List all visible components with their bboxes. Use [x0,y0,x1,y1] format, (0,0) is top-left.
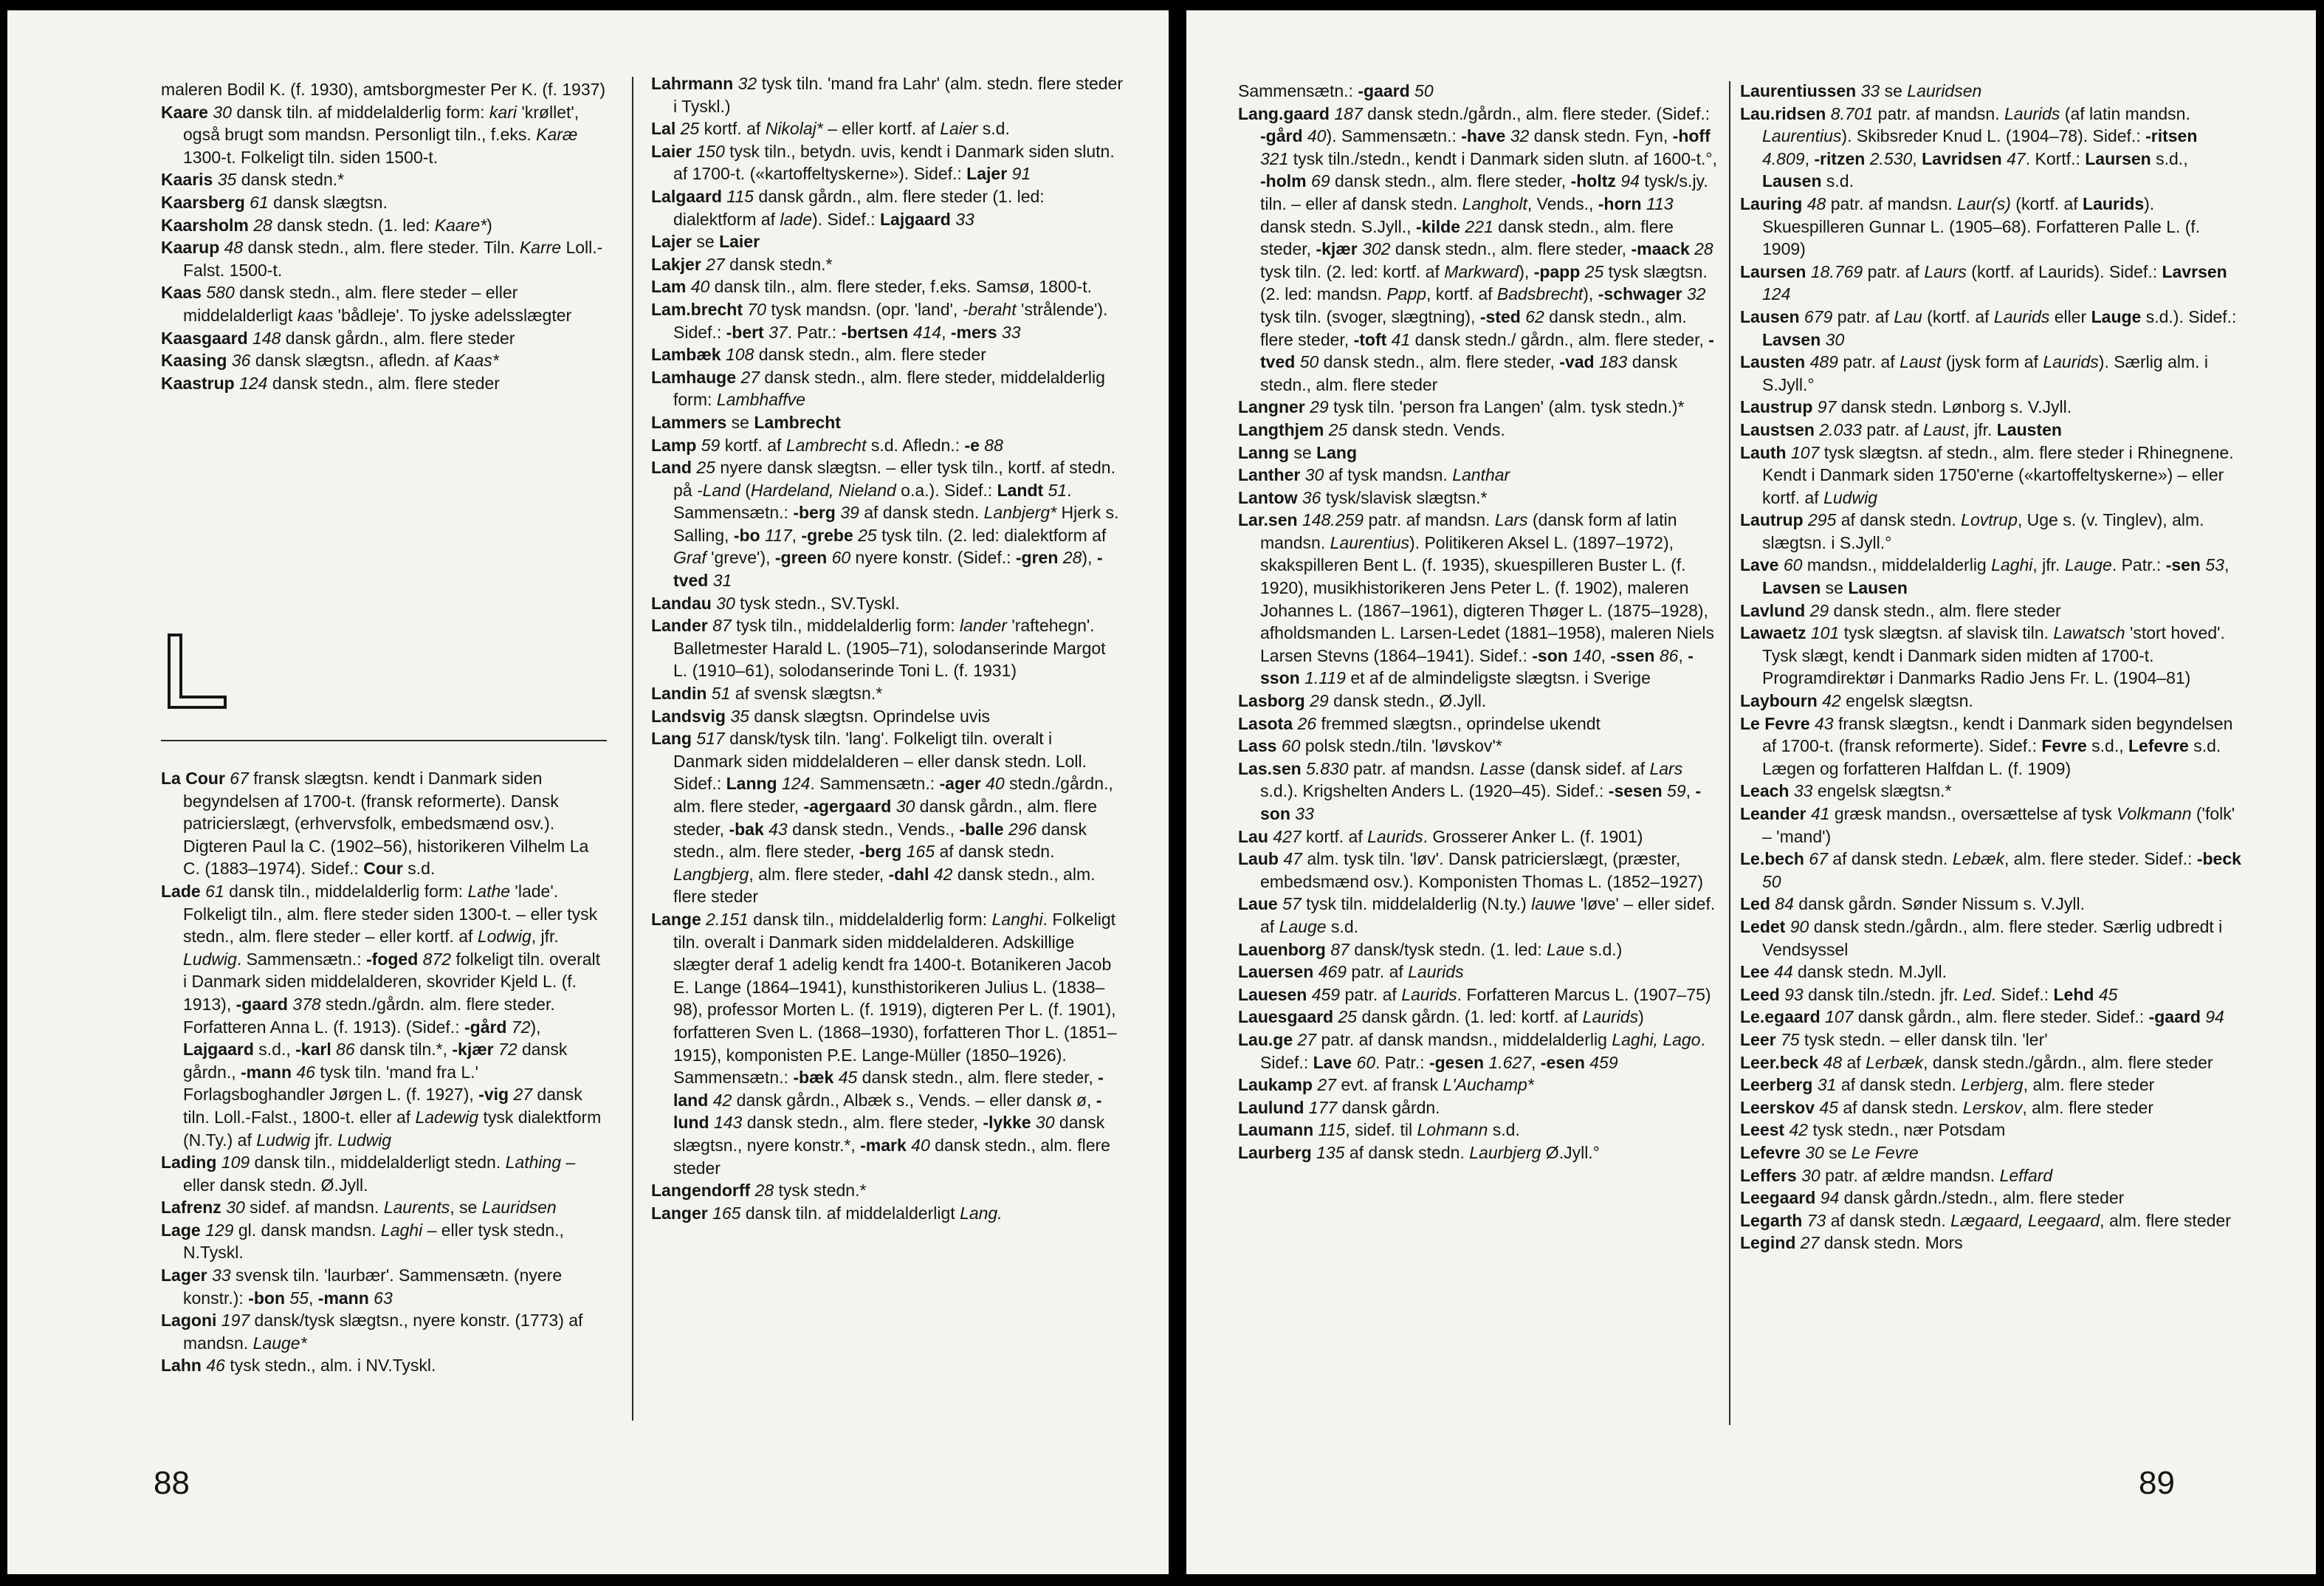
dictionary-entry: Laursen 18.769 patr. af Laurs (kortf. af Laurids). Sidef.: Lavrsen 124 [1740,261,2227,304]
right-column-2 [1740,80,2248,1254]
dictionary-entry: Lausten 489 patr. af Laust (jysk form af Laurids). Særlig alm. i S.Jyll.° [1740,352,2209,394]
dictionary-entry: Lagoni 197 dansk/tysk slægtsn., nyere konstr. (1773) af mandsn. Lauge* [161,1311,583,1353]
dictionary-entry: Lading 109 dansk tiln., middelalderligt stedn. Lathing – eller dansk stedn. Ø.Jyll. [161,1153,576,1195]
dictionary-entry: Lage 129 gl. dansk mandsn. Laghi – eller tysk stedn., N.Tyskl. [161,1220,564,1263]
dictionary-entry: Lamp 59 kortf. af Lambrecht s.d. Afledn.: -e 88 [651,435,1003,455]
dictionary-entry: Lange 2.151 dansk tiln., middelalderlig form: Langhi. Folkeligt tiln. overalt i Danmark siden middelalderen. Adskillige slægter deraf 1 adelig kendt fra 1400-t. Botanikeren Jacob E. Lange (1864–1941), kunsthistorikeren Julius L. (1838–98), professor Morten L. (f. 1919), digteren Per L. (f. 1901), forfatteren Sven L. (1868–1930), forfatteren Thor L. (1851–1915), komponisten P.E. Lange-Müller (1850–1926). Sammensætn.: -bæk 45 dansk stedn., alm. flere steder, -land 42 dansk gårdn., Albæk s., Vends. – eller dansk ø, -lund 143 dansk stedn., alm. flere steder, -lykke 30 dansk slægtsn., nyere konstr.*, -mark 40 dansk stedn., alm. flere steder [651,909,1117,1178]
dictionary-entry: Kaasgaard 148 dansk gårdn., alm. flere steder [161,328,515,348]
dictionary-entry: Laub 47 alm. tysk tiln. 'løv'. Dansk patricierslægt, (præster, embedsmænd osv.). Komponisten Thomas L. (1852–1927) [1238,849,1704,891]
dictionary-entry: Lalgaard 115 dansk gårdn., alm. flere steder (1. led: dialektform af lade). Sidef.: Lajgaard 33 [651,186,1045,229]
dictionary-entry: Lar.sen 148.259 patr. af mandsn. Lars (dansk form af latin mandsn. Laurentius). Politikeren Aksel L. (1897–1972), skakspilleren Bent L. (f. 1935), skuespilleren Buster L. (f. 1920), musikhistorikeren Jens Peter L. (f. 1902), maleren Johannes L. (1867–1961), digteren Thøger L. (1875–1928), afholdsmanden L. Larsen-Ledet (1881–1958), maleren Niels Larsen Stevns (1864–1941). Sidef.: -son 140, -ssen 86, -sson 1.119 et af de almindeligste slægtsn. i Sverige [1238,510,1715,688]
dictionary-entry: Kaarsholm 28 dansk stedn. (1. led: Kaare*) [161,215,492,235]
dictionary-entry: Land 25 nyere dansk slægtsn. – eller tysk tiln., kortf. af stedn. på -Land (Hardeland, Nieland o.a.). Sidef.: Landt 51. Sammensætn.: -berg 39 af dansk stedn. Lanbjerg* Hjerk s. Salling, -bo 117, -grebe 25 tysk tiln. (2. led: dialektform af Graf 'greve'), -green 60 nyere konstr. (Sidef.: -gren 28), -tved 31 [651,458,1119,591]
dictionary-entry: Laier 150 tysk tiln., betydn. uvis, kendt i Danmark siden slutn. af 1700-t. («kartoffeltyskerne»). Sidef.: Lajer 91 [651,141,1115,184]
dictionary-entry: Kaas 580 dansk stedn., alm. flere steder – eller middelalderligt kaas 'bådleje'. To jyske adelsslægter [161,283,572,325]
dictionary-entry: Lawaetz 101 tysk slægtsn. af slavisk tiln. Lawatsch 'stort hoved'. Tysk slægt, kendt i Danmark siden midten af 1700-t. Programdirektør i Danmarks Radio Jens Fr. L. (1904–81) [1740,623,2225,688]
dictionary-entry: Lahrmann 32 tysk tiln. 'mand fra Lahr' (alm. stedn. flere steder i Tyskl.) [651,74,1123,116]
dictionary-entry: Lauth 107 tysk slægtsn. af stedn., alm. flere steder i Rhinegnene. Kendt i Danmark siden 1750'erne («kartoffeltyskerne») – eller kortf. af Ludwig [1740,442,2234,507]
dictionary-entry: Lakjer 27 dansk stedn.* [651,254,833,274]
dictionary-entry: La Cour 67 fransk slægtsn. kendt i Danmark siden begyndelsen af 1700-t. (fransk reformerte). Dansk patricierslægt, (erhvervsfolk, embedsmænd osv.). Digteren Paul la C. (1902–56), historikeren Vilhelm La C. (1883–1974). Sidef.: Cour s.d. [161,769,589,879]
dictionary-entry: Langendorff 28 tysk stedn.* [651,1181,867,1201]
dictionary-entry: Lass 60 polsk stedn./tiln. 'løvskov'* [1238,736,1502,756]
dictionary-entry: Landsvig 35 dansk slægtsn. Oprindelse uvis [651,706,990,726]
dictionary-entry: Langer 165 dansk tiln. af middelalderligt Lang. [651,1203,1003,1223]
dictionary-entry: Le.egaard 107 dansk gårdn., alm. flere steder. Sidef.: -gaard 94 [1740,1007,2224,1027]
dictionary-entry: Kaare 30 dansk tiln. af middelalderlig form: kari 'krøllet', også brugt som mandsn. Personligt tiln., f.eks. Karæ 1300-t. Folkeligt tiln. siden 1500-t. [161,102,580,167]
dictionary-entry: Lasota 26 fremmed slægtsn., oprindelse ukendt [1238,713,1601,733]
dictionary-entry: Lauersen 469 patr. af Laurids [1238,962,1464,982]
dictionary-entry: Lasborg 29 dansk stedn., Ø.Jyll. [1238,691,1487,711]
dictionary-entry: Kaasing 36 dansk slægtsn., afledn. af Kaas* [161,351,499,371]
dictionary-entry: Ledet 90 dansk stedn./gårdn., alm. flere steder. Særlig udbredt i Vendsyssel [1740,916,2223,959]
dictionary-entry: Lanther 30 af tysk mandsn. Lanthar [1238,465,1510,485]
dictionary-entry: Lager 33 svensk tiln. 'laurbær'. Sammensætn. (nyere konstr.): -bon 55, -mann 63 [161,1266,563,1308]
left-column-1-top [161,78,607,394]
dictionary-entry: Lauenborg 87 dansk/tysk stedn. (1. led: Laue s.d.) [1238,939,1623,959]
dictionary-entry: Leander 41 græsk mandsn., oversættelse af tysk Volkmann ('folk' – 'mand') [1740,804,2235,846]
dictionary-entry: Leer.beck 48 af Lerbæk, dansk stedn./gårdn., alm. flere steder [1740,1052,2213,1072]
dictionary-entry: Le Fevre 43 fransk slægtsn., kendt i Danmark siden begyndelsen af 1700-t. (fransk reformerte). Sidef.: Fevre s.d., Lefevre s.d. Lægen og forfatteren Halfdan L. (f. 1909) [1740,713,2233,778]
dictionary-entry: Laue 57 tysk tiln. middelalderlig (N.ty.) lauwe 'løve' – eller sidef. af Lauge s.d. [1238,894,1716,936]
dictionary-entry: Lavlund 29 dansk stedn., alm. flere steder [1740,600,2061,620]
dictionary-entry: Lamhauge 27 dansk stedn., alm. flere steder, middelalderlig form: Lambhaffve [651,367,1105,410]
dictionary-entry: Kaaris 35 dansk stedn.* [161,170,345,190]
dictionary-entry: Lahn 46 tysk stedn., alm. i NV.Tyskl. [161,1356,436,1376]
dictionary-entry: Lafrenz 30 sidef. af mandsn. Laurents, se Lauridsen [161,1198,557,1218]
dictionary-entry: Landau 30 tysk stedn., SV.Tyskl. [651,593,900,613]
dictionary-entry: Lade 61 dansk tiln., middelalderlig form: Lathe 'lade'. Folkeligt tiln., alm. flere steder siden 1300-t. – eller tysk stedn., alm. flere steder – eller kortf. af Lodwig, jfr. Ludwig. Sammensætn.: -foged 872 folkeligt tiln. overalt i Danmark siden middelalderen, skovrider Kjeld L. (f. 1913), -gaard 378 stedn./gårdn. alm. flere steder. Forfatteren Anna L. (f. 1913). (Sidef.: -gård 72), Lajgaard s.d., -karl 86 dansk tiln.*, -kjær 72 dansk gårdn., -mann 46 tysk tiln. 'mand fra L.' Forlagsboghandler Jørgen L. (f. 1927), -vig 27 dansk tiln. Loll.-Falst., 1800-t. eller af Ladewig tysk dialektform (N.Ty.) af Ludwig jfr. Ludwig [161,881,602,1150]
dictionary-entry: Lauesen 459 patr. af Laurids. Forfatteren Marcus L. (1907–75) [1238,984,1711,1004]
dictionary-entry: Lauesgaard 25 dansk gårdn. (1. led: kortf. af Laurids) [1238,1007,1644,1027]
dictionary-entry: Lanng se Lang [1238,442,1358,462]
dictionary-entry: maleren Bodil K. (f. 1930), amtsborgmester Per K. (f. 1937) [161,80,606,99]
dictionary-entry: Landin 51 af svensk slægtsn.* [651,684,883,704]
dictionary-entry: Leegaard 94 dansk gårdn./stedn., alm. flere steder [1740,1188,2125,1208]
dictionary-entry: Laustrup 97 dansk stedn. Lønborg s. V.Jyll. [1740,397,2072,417]
dictionary-entry: Kaarsberg 61 dansk slægtsn. [161,192,388,212]
dictionary-entry: Lam 40 dansk tiln., alm. flere steder, f.eks. Samsø, 1800-t. [651,277,1092,297]
dictionary-entry: Lave 60 mandsn., middelalderlig Laghi, jfr. Lauge. Patr.: -sen 53, Lavsen se Lausen [1740,555,2230,598]
right-page [1186,10,2316,1574]
dictionary-entry: Legarth 73 af dansk stedn. Lægaard, Leegaard, alm. flere steder [1740,1210,2231,1230]
dictionary-entry: Leerskov 45 af dansk stedn. Lerskov, alm. flere steder [1740,1097,2154,1117]
dictionary-entry: Laukamp 27 evt. af fransk L'Auchamp* [1238,1075,1534,1095]
dictionary-entry: Lau.ge 27 patr. af dansk mandsn., middelalderlig Laghi, Lago. Sidef.: Lave 60. Patr.: -gesen 1.627, -esen 459 [1238,1029,1705,1072]
dictionary-entry: Kaarup 48 dansk stedn., alm. flere steder. Tiln. Karre Loll.-Falst. 1500-t. [161,238,603,280]
dictionary-entry: Lammers se Lambrecht [651,412,841,432]
dictionary-entry: Langner 29 tysk tiln. 'person fra Langen' (alm. tysk stedn.)* [1238,397,1685,417]
dictionary-entry: Lauring 48 patr. af mandsn. Laur(s) (kortf. af Laurids). Skuespilleren Gunnar L. (1905–68). Forfatteren Palle L. (f. 1909) [1740,193,2201,259]
dictionary-entry: Led 84 dansk gårdn. Sønder Nissum s. V.Jyll. [1740,894,2086,914]
dictionary-entry: Lander 87 tysk tiln., middelalderlig form: lander 'raftehegn'. Balletmester Harald L. (1905–71), solodanserinde Margot L. (1910–61), solodanserinde Toni L. (f. 1931) [651,616,1106,681]
page-number: 89 [2139,1465,2175,1501]
dictionary-entry: Lajer se Laier [651,232,760,252]
dictionary-entry: Lefevre 30 se Le Fevre [1740,1142,1919,1162]
dictionary-entry: Leest 42 tysk stedn., nær Potsdam [1740,1120,2006,1140]
dictionary-entry: Leer 75 tysk stedn. – eller dansk tiln. 'ler' [1740,1029,2048,1049]
dictionary-entry: Leerberg 31 af dansk stedn. Lerbjerg, alm. flere steder [1740,1075,2155,1095]
left-column-2 [651,72,1124,1224]
dictionary-entry: Laurentiussen 33 se Lauridsen [1740,81,1982,100]
dictionary-entry: Le.bech 67 af dansk stedn. Lebæk, alm. flere steder. Sidef.: -beck 50 [1740,849,2241,891]
dictionary-entry: Lausen 679 patr. af Lau (kortf. af Laurids eller Lauge s.d.). Sidef.: Lavsen 30 [1740,306,2237,349]
dictionary-entry: Lambæk 108 dansk stedn., alm. flere steder [651,345,986,365]
dictionary-entry: Lau 427 kortf. af Laurids. Grosserer Anker L. (f. 1901) [1238,826,1643,846]
column-rule [632,77,633,1421]
dictionary-entry: Laumann 115, sidef. til Lohmann s.d. [1238,1120,1520,1140]
dictionary-entry: Las.sen 5.830 patr. af mandsn. Lasse (dansk sidef. af Lars s.d.). Krigshelten Anders L. (1920–45). Sidef.: -sesen 59, -son 33 [1238,758,1702,823]
left-page [7,10,1169,1574]
dictionary-entry: Lang.gaard 187 dansk stedn./gårdn., alm. flere steder. (Sidef.: -gård 40). Sammensætn.: -have 32 dansk stedn. Fyn, -hoff 321 tysk tiln./stedn., kendt i Danmark siden slutn. af 1600-t.°, -holm 69 dansk stedn., alm. flere steder, -holtz 94 tysk/s.jy. tiln. – eller af dansk stedn. Langholt, Vends., -horn 113 dansk stedn. S.Jyll., -kilde 221 dansk stedn., alm. flere steder, -kjær 302 dansk stedn., alm. flere steder, -maack 28 tysk tiln. (2. led: kortf. af Markward), -papp 25 tysk slægtsn. (2. led: mandsn. Papp, kortf. af Badsbrecht), -schwager 32 tysk tiln. (svoger, slægtning), -sted 62 dansk stedn., alm. flere steder, -toft 41 dansk stedn./ gårdn., alm. flere steder, -tved 50 dansk stedn., alm. flere steder, -vad 183 dansk stedn., alm. flere steder [1238,103,1718,394]
dictionary-entry: Langthjem 25 dansk stedn. Vends. [1238,419,1505,439]
dictionary-entry: Legind 27 dansk stedn. Mors [1740,1233,1963,1253]
dictionary-entry: Laulund 177 dansk gårdn. [1238,1097,1440,1117]
dictionary-entry: Lantow 36 tysk/slavisk slægtsn.* [1238,487,1488,507]
dictionary-entry: Lal 25 kortf. af Nikolaj* – eller kortf. af Laier s.d. [651,119,1010,139]
dictionary-entry: Leach 33 engelsk slægtsn.* [1740,781,1952,801]
dictionary-entry: Lang 517 dansk/tysk tiln. 'lang'. Folkeligt tiln. overalt i Danmark siden middelalderen – eller dansk stedn. Loll. Sidef.: Lanng 124. Sammensætn.: -ager 40 stedn./gårdn., alm. flere steder, -agergaard 30 dansk gårdn., alm. flere steder, -bak 43 dansk stedn., Vends., -balle 296 dansk stedn., alm. flere steder, -berg 165 af dansk stedn. Langbjerg, alm. flere steder, -dahl 42 dansk stedn., alm. flere steder [651,729,1113,907]
dictionary-entry: Lautrup 295 af dansk stedn. Lovtrup, Uge s. (v. Tinglev), alm. slægtsn. i S.Jyll.° [1740,510,2204,552]
dictionary-entry: Laybourn 42 engelsk slægtsn. [1740,691,1973,711]
column-rule [1729,81,1730,1425]
dictionary-entry: Lee 44 dansk stedn. M.Jyll. [1740,962,1947,982]
dictionary-entry: Leffers 30 patr. af ældre mandsn. Leffard [1740,1165,2053,1185]
dictionary-entry: Lau.ridsen 8.701 patr. af mandsn. Laurids (af latin mandsn. Laurentius). Skibsreder Knud L. (1904–78). Sidef.: -ritsen 4.809, -ritzen 2.530, Lavridsen 47. Kortf.: Laursen s.d., Lausen s.d. [1740,103,2198,191]
left-column-1-bottom [161,767,607,1377]
dictionary-entry: Laustsen 2.033 patr. af Laust, jfr. Lausten [1740,419,2062,439]
dictionary-entry: Laurberg 135 af dansk stedn. Laurbjerg Ø.Jyll.° [1238,1142,1600,1162]
dictionary-entry: Lam.brecht 70 tysk mandsn. (opr. 'land', -beraht 'strålende'). Sidef.: -bert 37. Patr.: -bertsen 414, -mers 33 [651,299,1108,342]
right-column-1 [1238,80,1719,1164]
dictionary-entry: Sammensætn.: -gaard 50 [1238,81,1434,100]
page-number: 88 [154,1465,190,1501]
dictionary-entry: Kaastrup 124 dansk stedn., alm. flere steder [161,373,500,393]
section-letter-L [166,632,228,710]
dictionary-entry: Leed 93 dansk tiln./stedn. jfr. Led. Sidef.: Lehd 45 [1740,984,2118,1004]
section-divider [161,740,607,741]
